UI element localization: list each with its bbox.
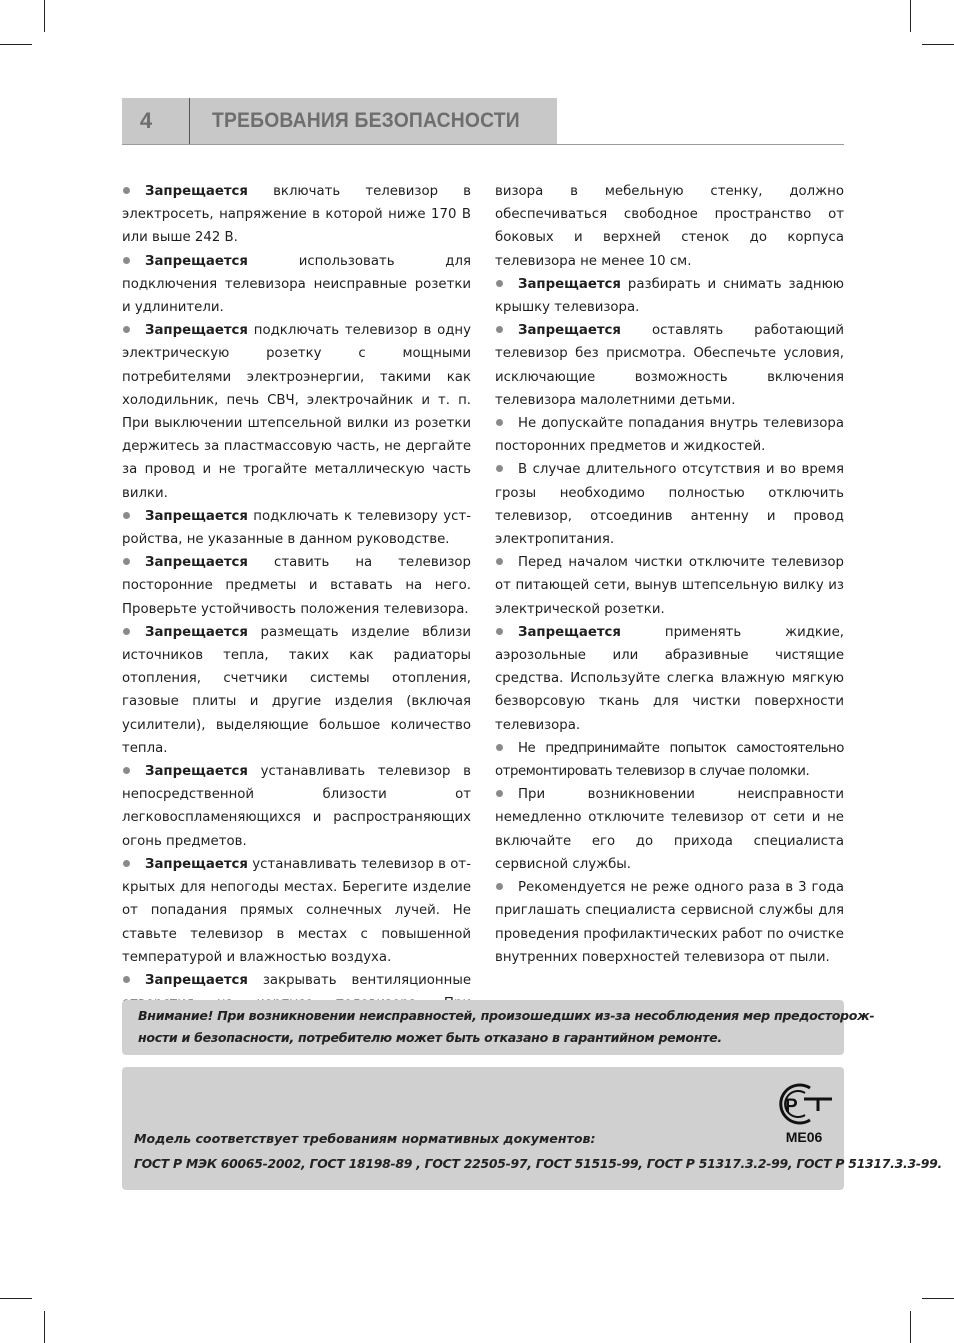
warning-box xyxy=(122,1000,875,1055)
crop-mark xyxy=(44,0,45,32)
bullet-icon xyxy=(496,326,503,333)
list-item xyxy=(495,621,844,737)
list-item xyxy=(122,551,471,621)
crop-mark xyxy=(0,44,32,45)
bullet-icon xyxy=(496,744,503,751)
list-item xyxy=(495,783,844,876)
keyword: Запрещается xyxy=(145,508,248,524)
header-bar xyxy=(122,98,557,144)
certification-standards: ГОСТ Р МЭК 60065-2002, ГОСТ 18198-89 , ГОСТ 22505-97, ГОСТ 51515-99, ГОСТ Р 51317.3.2-99, ГОСТ Р 51317.3.3-99. xyxy=(134,1156,942,1171)
list-item xyxy=(122,760,471,853)
crop-mark xyxy=(0,1298,32,1299)
crop-mark xyxy=(44,1311,45,1343)
list-item xyxy=(495,737,844,783)
bullet-icon xyxy=(496,883,503,890)
certification-statement: Модель соответствует требованиям нормативных документов: xyxy=(134,1131,596,1146)
page-number: 4 xyxy=(139,108,153,133)
item-text: Рекомендуется не реже одного раза в 3 года приглашать специалиста сервисной службы для проведения профилактических работ по очистке внутренних поверхностей телевизора от пыли. xyxy=(495,880,844,965)
list-item xyxy=(122,180,471,250)
item-text: При возникновении неисправности немедленно отключите телевизор от сети и не включайте его до прихода специалиста сервисной службы. xyxy=(495,787,844,872)
item-text: включать телевизор в электросеть, напряжение в которой ниже 170 В или выше 242 В. xyxy=(122,184,471,246)
bullet-icon xyxy=(496,558,503,565)
list-item xyxy=(495,551,844,621)
item-text: использовать для подключения телевизора неисправные розетки и удлинители. xyxy=(122,253,471,316)
warning-line: ности и безопасности, потребителю может быть отказано в гарантийном ремонте. xyxy=(138,1029,722,1045)
keyword: Запрещается xyxy=(518,276,621,292)
item-text: ставить на телевизор посторонние предметы и вставать на него. Проверьте устойчивость положения телевизора. xyxy=(122,555,471,617)
keyword: Запрещается xyxy=(518,323,621,339)
item-text: разбирать и снимать заднюю крышку телевизора. xyxy=(495,276,844,316)
list-item xyxy=(495,319,844,412)
item-text: размещать изделие вблизи источников тепла, таких как радиаторы отопления, счетчики системы отопления, газовые плиты и другие изделия (включая усилители), выделяющие большое количество тепла. xyxy=(122,624,471,756)
keyword: Запрещается xyxy=(145,972,248,988)
header-divider xyxy=(189,98,190,144)
list-item-continuation xyxy=(495,180,844,273)
item-text: устанавливать телевизор в открытых для непогоды местах. Берегите изделие от попадания прямых солнечных лучей. Не ставьте телевизор в местах с повышенной температурой и влажностью воздуха. xyxy=(122,856,471,965)
list-item xyxy=(495,458,844,551)
crop-mark xyxy=(910,0,911,32)
item-text: визора в мебельную стенку, должно обеспечиваться свободное пространство от боковых и верхней стенок до корпуса телевизора не менее 10 см. xyxy=(495,184,844,269)
bullet-icon xyxy=(123,628,130,635)
crop-mark xyxy=(922,44,954,45)
keyword: Запрещается xyxy=(145,253,248,269)
keyword: Запрещается xyxy=(145,764,248,780)
list-item xyxy=(122,319,471,505)
list-item xyxy=(122,621,471,760)
crop-mark xyxy=(910,1311,911,1343)
svg-text:Р: Р xyxy=(785,1096,798,1117)
list-item xyxy=(122,250,471,320)
bullet-icon xyxy=(123,187,130,194)
item-text: подключать к телевизору устройства, не указанные в данном руководстве. xyxy=(122,508,471,548)
list-item xyxy=(495,876,844,969)
page-title: ТРЕБОВАНИЯ БЕЗОПАСНОСТИ xyxy=(212,109,520,132)
warning-line: Внимание! При возникновении неисправностей, произошедших из-за несоблюдения мер предосторож- xyxy=(138,1008,875,1023)
bullet-icon xyxy=(496,628,503,635)
keyword: Запрещается xyxy=(518,624,621,640)
bullet-icon xyxy=(123,257,130,264)
page-header xyxy=(122,98,844,145)
item-text: оставлять работающий телевизор без присмотра. Обеспечьте условия, исключающие возможность включения телевизора малолетними детьми. xyxy=(495,323,844,408)
item-text: подключать телевизор в одну электрическую розетку с мощными потребителями электроэнергии, такими как холодильник, печь СВЧ, электрочайник и т. п. При выключении штепсельной вилки из розетки держитесь за пластмассовую часть, не дергайте за провод и не трогайте металлическую часть вилки. xyxy=(122,323,471,501)
keyword: Запрещается xyxy=(145,856,248,872)
right-column xyxy=(495,180,844,969)
bullet-icon xyxy=(123,976,130,983)
item-text: закрывать вентиляционные xyxy=(262,972,471,988)
keyword: Запрещается xyxy=(145,624,248,640)
keyword: Запрещается xyxy=(145,555,248,571)
item-text: В случае длительного отсутствия и во время грозы необходимо полностью отключить телевизор, отсоединив антенну и провод электропитания. xyxy=(495,462,844,548)
item-text: Не предпринимайте попыток самостоятельно отремонтировать телевизор в случае поломки. xyxy=(495,740,844,780)
bullet-icon xyxy=(123,558,130,565)
item-text: устанавливать телевизор в непосредственной близости от легковоспламеняющихся и распространяющих огонь предметов. xyxy=(122,764,471,849)
certification-code: МЕ06 xyxy=(785,1129,823,1145)
bullet-icon xyxy=(123,326,130,333)
item-text: Перед началом чистки отключите телевизор от питающей сети, вынув штепсельную вилку из электрической розетки. xyxy=(495,555,844,617)
item-text: Не допускайте попадания внутрь телевизора посторонних предметов и жидкостей. xyxy=(495,416,844,455)
item-text: применять жидкие, аэрозольные или абразивные чистящие средства. Используйте слегка влажную мягкую безворсовую ткань для чистки поверхности телевизора. xyxy=(495,624,844,733)
list-item xyxy=(122,853,471,969)
certification-box xyxy=(122,1067,942,1190)
bullet-icon xyxy=(496,465,503,472)
bullet-icon xyxy=(496,419,503,426)
bullet-icon xyxy=(496,280,503,287)
keyword: Запрещается xyxy=(145,184,248,199)
keyword: Запрещается xyxy=(145,323,248,339)
list-item xyxy=(122,505,471,551)
bullet-icon xyxy=(123,767,130,774)
rst-certification-mark-icon xyxy=(770,1081,834,1127)
bullet-icon xyxy=(496,790,503,797)
bullet-icon xyxy=(123,860,130,867)
bullet-icon xyxy=(123,512,130,519)
list-item xyxy=(495,273,844,319)
left-column xyxy=(122,180,471,1039)
crop-mark xyxy=(922,1298,954,1299)
list-item xyxy=(495,412,844,458)
